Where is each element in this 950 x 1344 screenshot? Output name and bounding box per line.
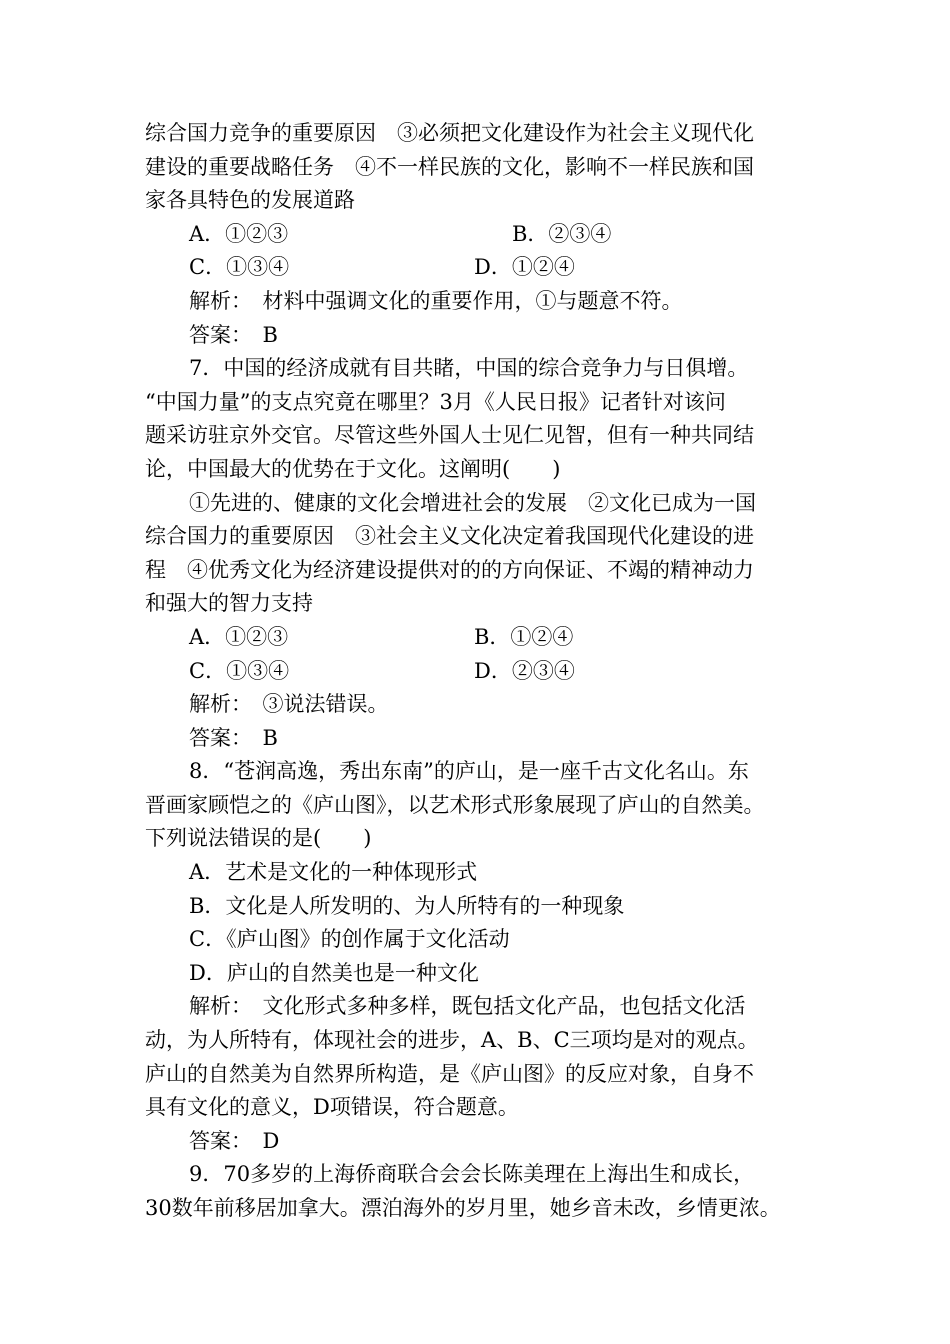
question-text: 晋画家顾恺之的《庐山图》，以艺术形式形象展现了庐山的自然美。 [145,792,765,817]
question-text: 7．中国的经济成就有目共睹，中国的综合竞争力与日俱增。 [189,356,749,381]
option-d: D．庐山的自然美也是一种文化 [189,960,479,985]
analysis-text: 具有文化的意义，D项错误，符合题意。 [145,1095,519,1120]
analysis-text: 解析： ③说法错误。 [189,692,389,717]
option-c: C．①③④ [189,658,290,683]
option-row [145,218,830,252]
analysis-text: 解析： 文化形式多种多样，既包括文化产品，也包括文化活 [189,994,746,1019]
answer-text: 答案： B [189,725,278,750]
option-c: C．《庐山图》的创作属于文化活动 [189,927,510,952]
answer-text: 答案： D [189,1128,280,1153]
question-text: 30数年前移居加拿大。漂泊海外的岁月里，她乡音未改，乡情更浓。 [145,1196,781,1220]
option-c: C．①③④ [189,255,290,280]
option-row [145,251,830,285]
option-a: A．艺术是文化的一种体现形式 [189,860,478,885]
statement-text: 综合国力的重要原因 ③社会主义文化决定着我国现代化建设的进 [145,524,754,549]
text-line: 家各具特色的发展道路 [145,188,355,213]
option-a: A．①②③ [189,221,289,246]
option-row [145,655,830,689]
statement-text: 程 ④优秀文化为经济建设提供对的的方向保证、不竭的精神动力 [145,557,754,582]
option-d: D．①②④ [474,255,575,280]
analysis-text: 庐山的自然美为自然界所构造，是《庐山图》的反应对象，自身不 [145,1061,754,1086]
option-b: B．文化是人所发明的、为人所特有的一种现象 [189,893,625,918]
text-line: 综合国力竞争的重要原因 ③必须把文化建设作为社会主义现代化 [145,121,754,145]
question-text: 下列说法错误的是( ) [145,826,372,851]
statement-text: ①先进的、健康的文化会增进社会的发展 ②文化已成为一国 [189,490,756,515]
analysis-text: 解析： 材料中强调文化的重要作用，①与题意不符。 [189,288,683,313]
document-page [145,117,830,1226]
option-d: D．②③④ [474,658,575,683]
option-b: B．①②④ [474,624,574,649]
question-text: 论，中国最大的优势在于文化。这阐明( ) [145,456,561,481]
question-text: 题采访驻京外交官。尽管这些外国人士见仁见智，但有一种共同结 [145,423,754,448]
question-text: 8．“苍润高逸，秀出东南”的庐山，是一座千古文化名山。东 [189,759,749,784]
text-line: 建设的重要战略任务 ④不一样民族的文化，影响不一样民族和国 [145,154,754,179]
question-text: 9．70多岁的上海侨商联合会会长陈美理在上海出生和成长， [189,1162,755,1187]
statement-text: 和强大的智力支持 [145,591,313,616]
option-row [145,621,830,655]
option-b: B．②③④ [512,221,612,246]
question-text: “中国力量”的支点究竟在哪里？3月《人民日报》记者针对该问 [145,389,726,414]
analysis-text: 动，为人所特有，体现社会的进步，A、B、C三项均是对的观点。 [145,1028,759,1053]
answer-text: 答案： B [189,322,278,347]
option-a: A．①②③ [189,624,289,649]
